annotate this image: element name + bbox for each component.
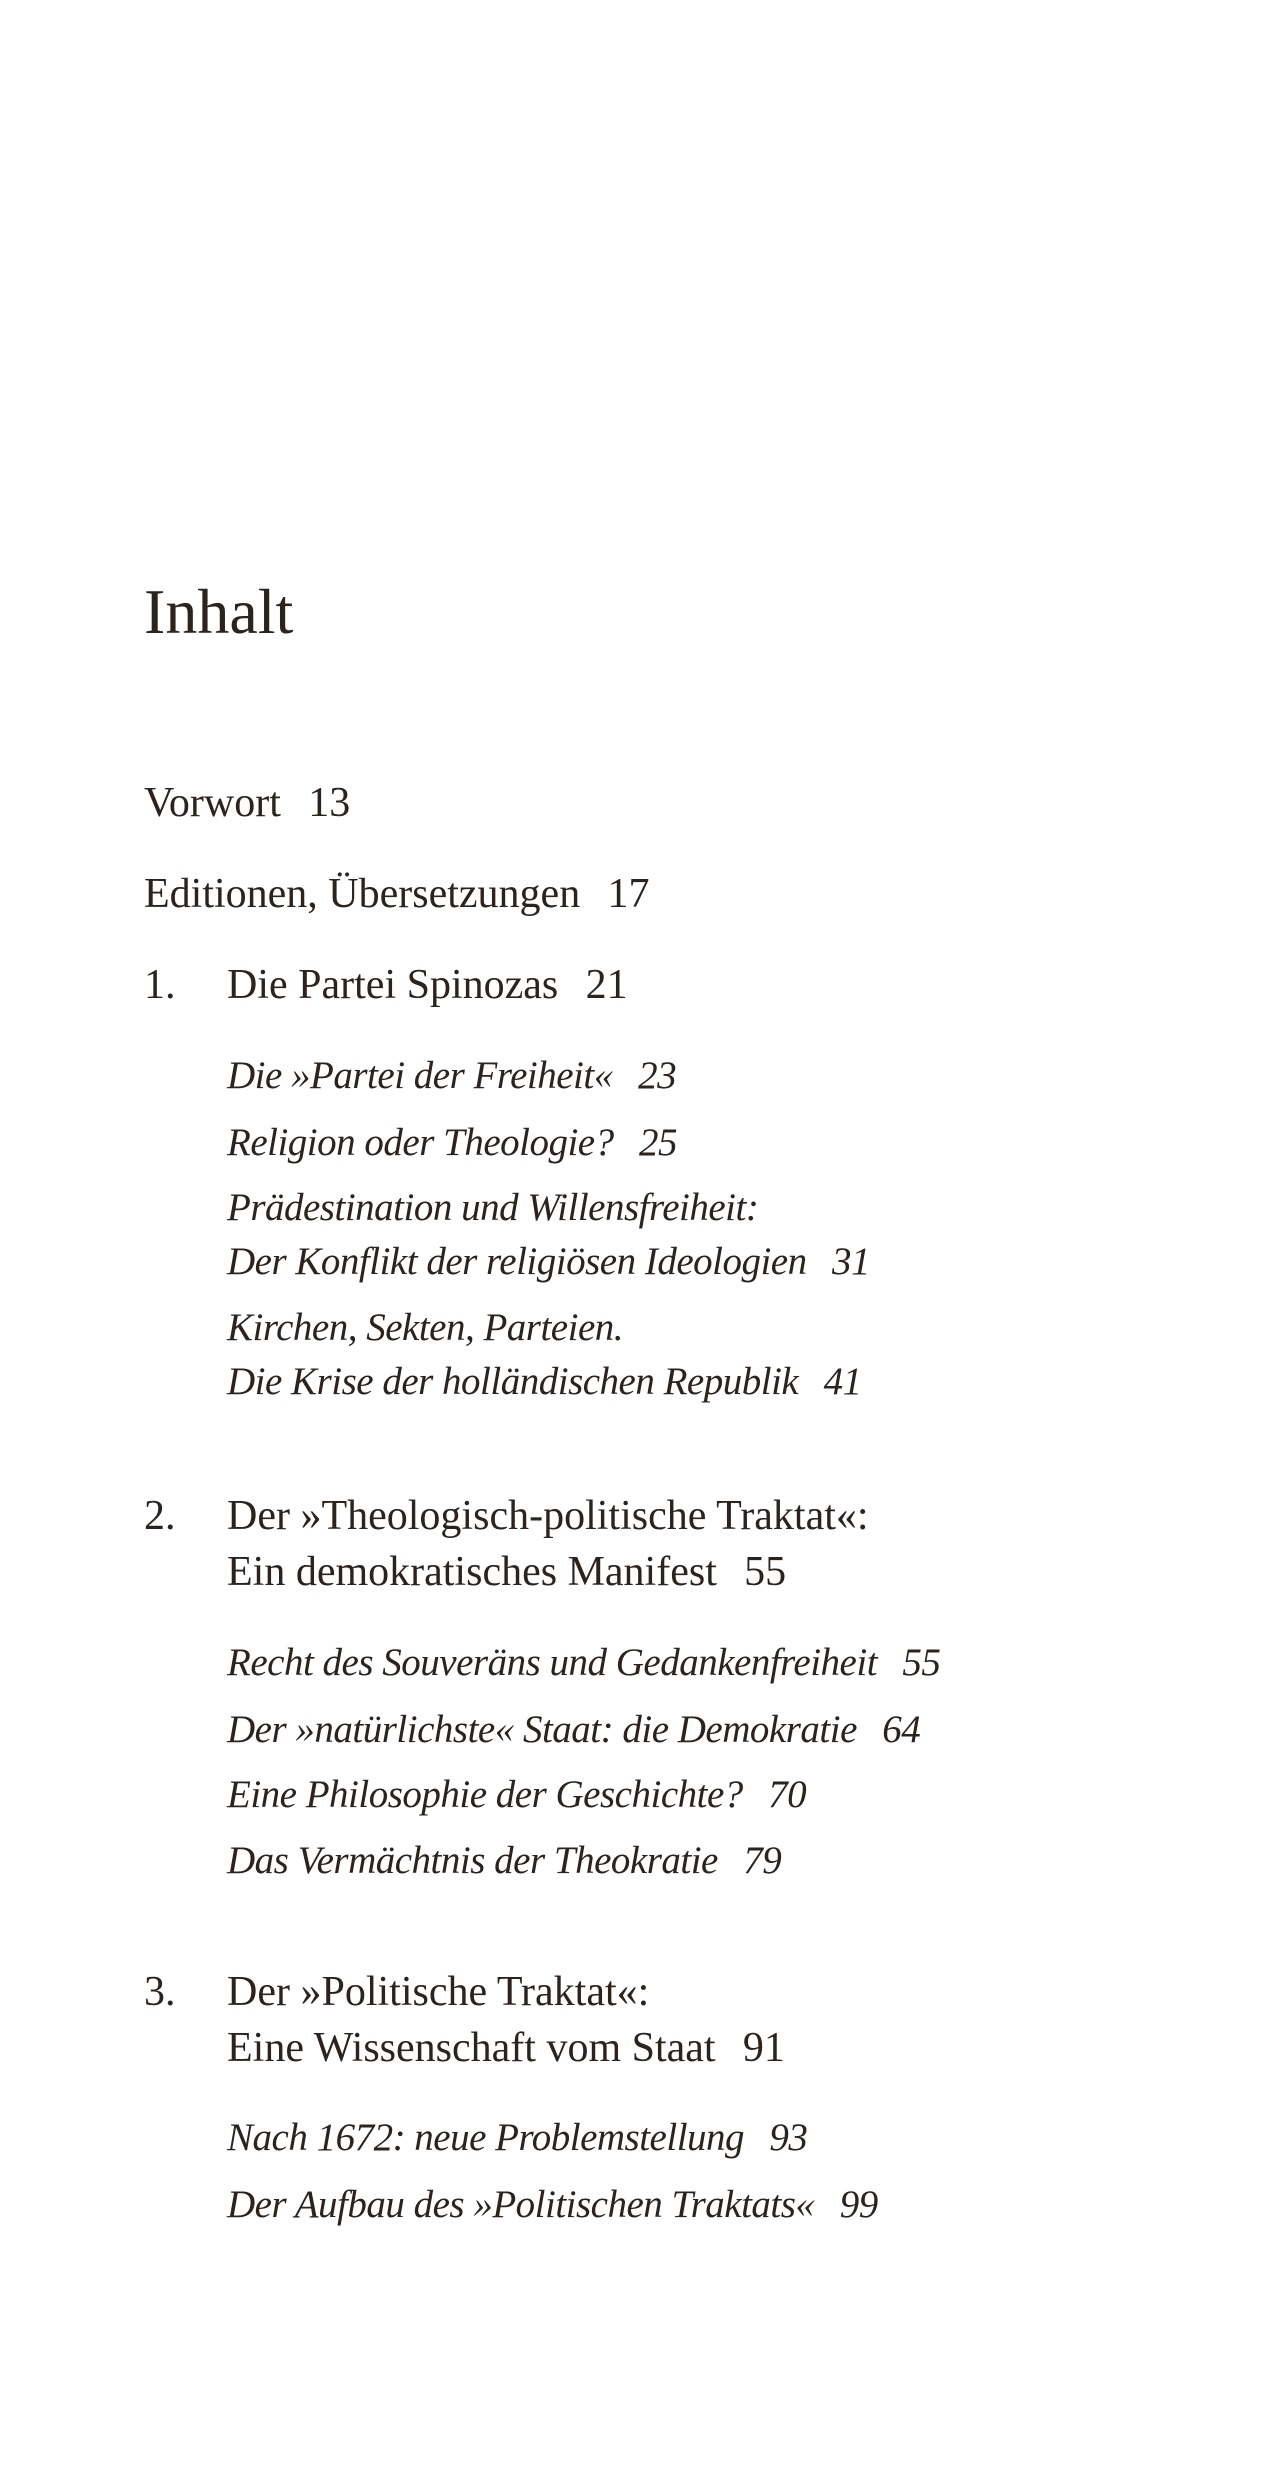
toc-section[interactable] (227, 1123, 677, 1162)
toc-chapter-3-line[interactable]: Der »Politische Traktat«: (227, 1969, 650, 2015)
toc-entry-editionen[interactable] (144, 873, 650, 915)
toc-chapter-2-line[interactable]: Der »Theologisch-politische Traktat«: (227, 1493, 869, 1539)
toc-section-line[interactable]: Prädestination und Willensfreiheit: (227, 1186, 759, 1229)
section-title: Der Konflikt der religiösen Ideologien (227, 1240, 807, 1283)
toc-section[interactable] (227, 2118, 807, 2157)
section-title: Nach 1672: neue Problemstellung (227, 2116, 745, 2159)
chapter-number: 3. (144, 1969, 176, 2015)
section-title: Die »Partei der Freiheit« (227, 1054, 613, 1097)
chapter-title: Ein demokratisches Manifest (227, 1549, 717, 1595)
toc-chapter-1[interactable] (227, 964, 628, 1006)
chapter-number: 2. (144, 1493, 176, 1539)
toc-chapter-2[interactable] (227, 1551, 786, 1593)
toc-section[interactable] (227, 1242, 870, 1281)
entry-title: Vorwort (144, 780, 281, 826)
toc-section[interactable] (227, 1643, 940, 1682)
section-title: Religion oder Theologie? (227, 1121, 614, 1164)
page-title: Inhalt (144, 576, 294, 647)
chapter-title: Die Partei Spinozas (227, 962, 559, 1008)
section-title: Der Aufbau des »Politischen Traktats« (227, 2183, 815, 2226)
page-number: 64 (882, 1708, 921, 1751)
toc-chapter-3[interactable] (227, 2027, 785, 2069)
section-title: Die Krise der holländischen Republik (227, 1360, 799, 1403)
toc-section[interactable] (227, 1362, 862, 1401)
toc-section[interactable] (227, 1841, 781, 1880)
toc-section[interactable] (227, 1775, 806, 1814)
page-number: 55 (744, 1549, 787, 1595)
section-title: Recht des Souveräns und Gedankenfreiheit (227, 1641, 878, 1684)
section-title: Eine Philosophie der Geschichte? (227, 1773, 743, 1816)
chapter-number: 1. (144, 962, 176, 1008)
entry-title: Editionen, Übersetzungen (144, 871, 581, 917)
page-number: 70 (768, 1773, 807, 1816)
page-number: 31 (831, 1240, 870, 1283)
toc-section[interactable] (227, 1056, 676, 1095)
page-number: 55 (902, 1641, 941, 1684)
section-title: Das Vermächtnis der Theokratie (227, 1839, 718, 1882)
page-number: 25 (638, 1121, 677, 1164)
toc-section-line[interactable]: Kirchen, Sekten, Parteien. (227, 1306, 624, 1349)
page-number: 93 (769, 2116, 808, 2159)
page-number: 23 (638, 1054, 677, 1097)
page-number: 99 (839, 2183, 878, 2226)
page-number: 21 (585, 962, 628, 1008)
toc-entry-vorwort[interactable] (144, 782, 350, 824)
toc-section[interactable] (227, 1710, 920, 1749)
toc-section[interactable] (227, 2185, 878, 2224)
page-number: 41 (823, 1360, 862, 1403)
page-number: 13 (308, 780, 351, 826)
page-number: 17 (607, 871, 650, 917)
page-number: 79 (743, 1839, 782, 1882)
page-number: 91 (742, 2025, 785, 2071)
chapter-title: Eine Wissenschaft vom Staat (227, 2025, 716, 2071)
section-title: Der »natürlichste« Staat: die Demokratie (227, 1708, 857, 1751)
